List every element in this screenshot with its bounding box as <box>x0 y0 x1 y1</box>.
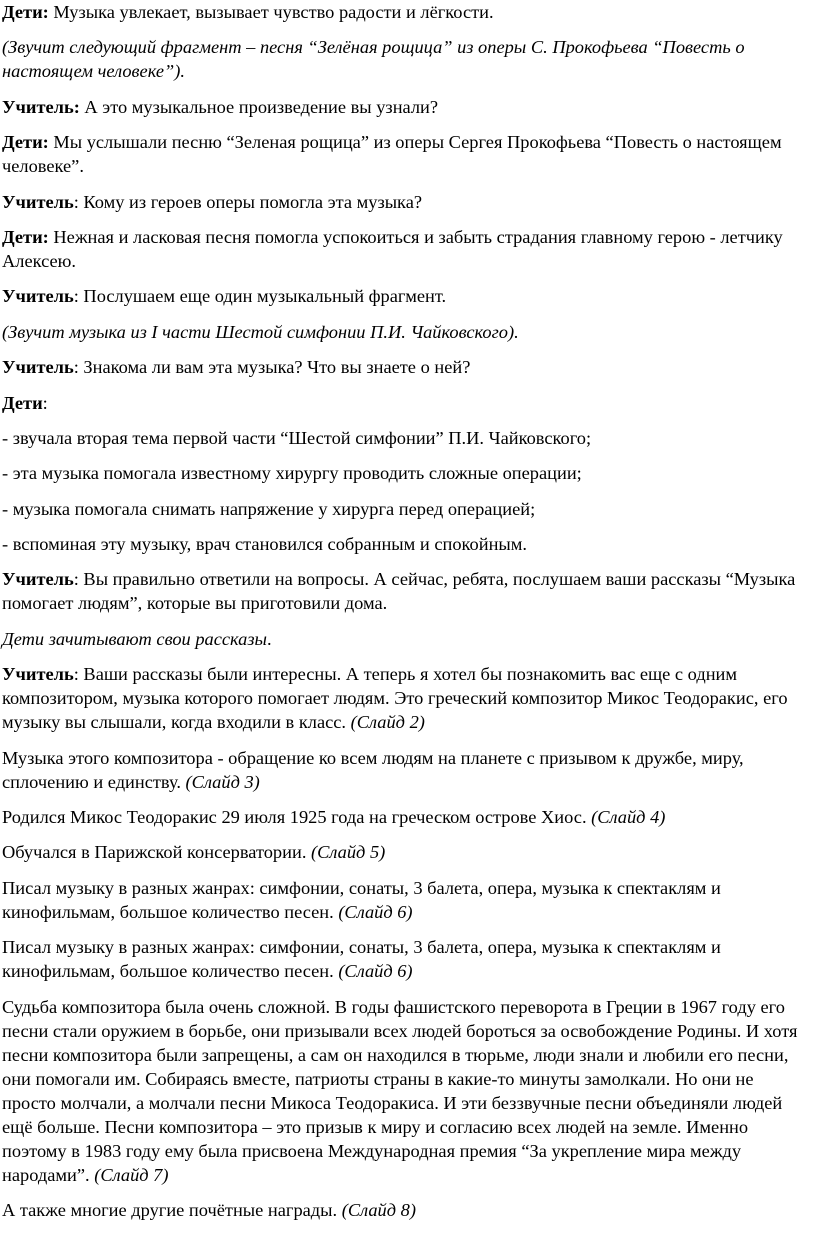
paragraph-text: Обучался в Парижской консерватории. <box>2 842 312 863</box>
list-item: - эта музыка помогала известному хирургу проводить сложные операции; <box>2 463 582 484</box>
stage-remark: (Звучит музыка из I части Шестой симфонии П.И. Чайковского). <box>2 321 519 342</box>
speech-text: : Послушаем еще один музыкальный фрагмент. <box>73 286 447 307</box>
speaker-label: Учитель <box>2 664 74 685</box>
stage-remark-tail: . <box>267 628 272 649</box>
speaker-label: Учитель <box>2 357 74 378</box>
paragraph <box>2 225 810 273</box>
speech-text: : Ваши рассказы были интересны. А теперь я хотел бы познакомить вас еще с одним композитором, музыка которого помогает людям. Это греческий композитор Микос Теодоракис, его музыку вы слышали, когда входили в класс. <box>2 664 788 733</box>
paragraph <box>2 746 810 794</box>
slide-reference: (Слайд 2) <box>350 712 425 733</box>
stage-remark-text: Дети зачитывают свои рассказы <box>2 628 268 649</box>
paragraph <box>2 190 810 214</box>
paragraph <box>2 935 810 983</box>
speaker-label: Учитель <box>2 286 74 307</box>
speaker-label: Дети <box>2 392 43 413</box>
speaker-label: Дети: <box>2 2 49 22</box>
speech-text: : Кому из героев оперы помогла эта музыка? <box>73 191 423 212</box>
paragraph-text: Музыка этого композитора - обращение ко всем людям на планете с призывом к дружбе, миру, сплочению и единству. <box>2 747 744 792</box>
paragraph <box>2 0 810 24</box>
list-item: - музыка помогала снимать напряжение у хирурга перед операцией; <box>2 498 536 519</box>
speaker-label: Дети: <box>2 132 49 153</box>
speech-text: Мы услышали песню “Зеленая рощица” из оперы Сергея Прокофьева “Повесть о настоящем человеке”. <box>2 132 782 177</box>
speaker-label: Учитель <box>2 191 74 212</box>
paragraph <box>2 567 810 615</box>
speech-text: : <box>42 392 48 413</box>
paragraph <box>2 391 810 415</box>
paragraph-text: Писал музыку в разных жанрах: симфонии, сонаты, 3 балета, опера, музыка к спектаклям и кинофильмам, большое количество песен. <box>2 877 721 922</box>
speech-text: : Вы правильно ответили на вопросы. А сейчас, ребята, послушаем ваши рассказы “Музыка помогает людям”, которые вы приготовили дома. <box>2 569 796 614</box>
paragraph <box>2 876 810 924</box>
paragraph <box>2 284 810 308</box>
slide-reference: (Слайд 4) <box>591 807 666 828</box>
paragraph <box>2 662 810 734</box>
paragraph <box>2 840 810 864</box>
speaker-label: Дети: <box>2 226 49 247</box>
speech-text: Музыка увлекает, вызывает чувство радости и лёгкости. <box>48 2 494 22</box>
paragraph <box>2 1198 810 1222</box>
slide-reference: (Слайд 6) <box>338 901 413 922</box>
paragraph <box>2 355 810 379</box>
paragraph <box>2 95 810 119</box>
stage-remark <box>2 627 810 651</box>
speech-text: Нежная и ласковая песня помогла успокоиться и забыть страдания главному герою - летчику Алексею. <box>2 226 783 271</box>
paragraph-text: Родился Микос Теодоракис 29 июля 1925 года на греческом острове Хиос. <box>2 807 592 828</box>
paragraph-text: Судьба композитора была очень сложной. В годы фашистского переворота в Греции в 1967 году его песни стали оружием в борьбе, они призывали всех людей бороться за освобождение Родины. И хотя песни композитора были запрещены, а сам он находился в тюрьме, люди знали и любили его песни, они помогали им. Собираясь вместе, патриоты страны в какие-то минуты замолкали. Но они не просто молчали, а молчали песни Микоса Теодоракиса. И эти беззвучные песни объединяли людей ещё больше. Песни композитора – это призыв к миру и согласию всех людей на земле. Именно поэтому в 1983 году ему была присвоена Международная премия “За укрепление мира между народами”. <box>2 996 798 1185</box>
paragraph <box>2 805 810 829</box>
slide-reference: (Слайд 3) <box>185 771 260 792</box>
paragraph-text: А также многие другие почётные награды. <box>2 1199 342 1220</box>
speaker-label: Учитель: <box>2 96 80 117</box>
paragraph-text: Писал музыку в разных жанрах: симфонии, сонаты, 3 балета, опера, музыка к спектаклям и кинофильмам, большое количество песен. <box>2 937 721 982</box>
slide-reference: (Слайд 8) <box>341 1199 416 1220</box>
speech-text: А это музыкальное произведение вы узнали? <box>79 96 439 117</box>
speech-text: : Знакома ли вам эта музыка? Что вы знаете о ней? <box>73 357 471 378</box>
paragraph <box>2 130 810 178</box>
stage-remark: (Звучит следующий фрагмент – песня “Зелёная рощица” из оперы С. Прокофьева “Повесть о настоящем человеке”). <box>2 37 745 82</box>
list-item: - вспоминая эту музыку, врач становился собранным и спокойным. <box>2 534 528 555</box>
slide-reference: (Слайд 5) <box>311 842 386 863</box>
speaker-label: Учитель <box>2 569 74 590</box>
list-item: - звучала вторая тема первой части “Шестой симфонии” П.И. Чайковского; <box>2 427 592 448</box>
paragraph <box>2 995 810 1187</box>
slide-reference: (Слайд 6) <box>338 961 413 982</box>
slide-reference: (Слайд 7) <box>94 1164 169 1185</box>
